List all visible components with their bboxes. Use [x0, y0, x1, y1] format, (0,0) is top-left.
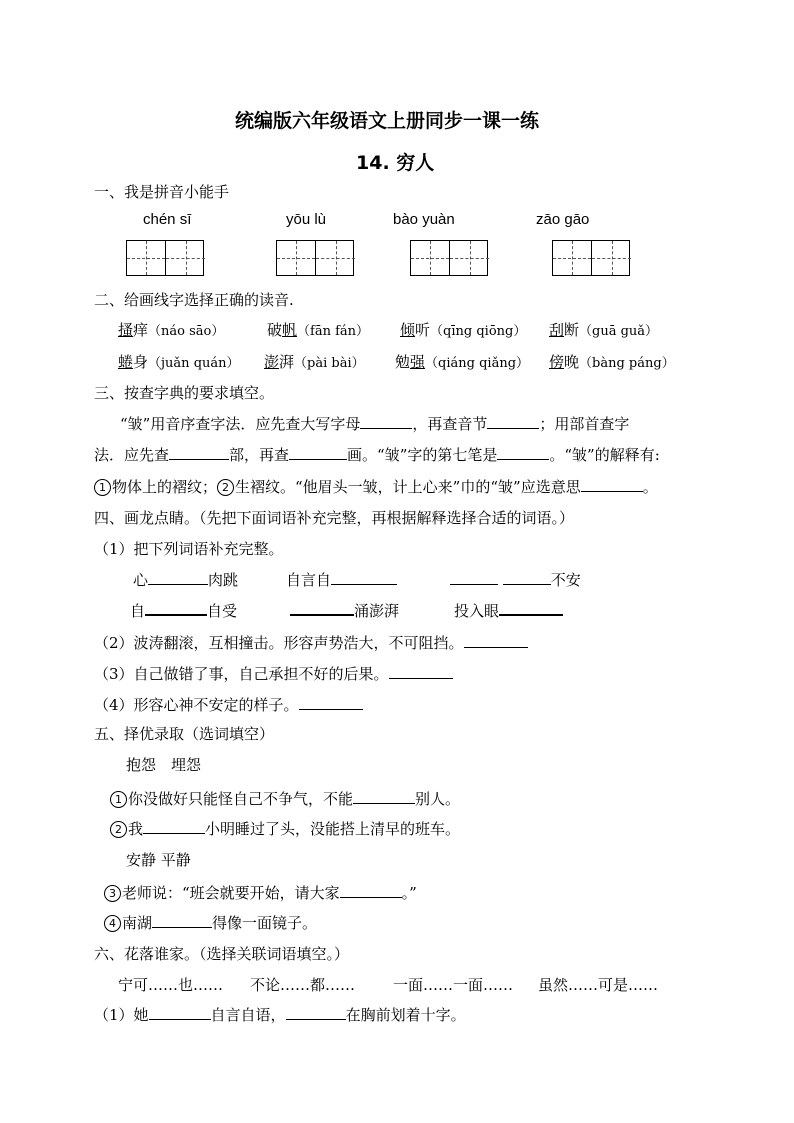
question-4-3: （3）自己做错了事，自己承担不好的后果。 [94, 663, 453, 684]
fill-item: 1 你没做好只能怪自己不争气，不能 别人。 [110, 788, 460, 809]
dictionary-line-3: 1 物体上的褶纹； 2 生褶纹。“他眉头一皱，计上心来”巾的“皱”应选意思 。 [94, 476, 658, 497]
dictionary-line-1: “皱”用音序查字法．应先查大写字母 ，再查音节 ；用部首查字 [120, 415, 630, 433]
answer-blank[interactable] [503, 570, 551, 585]
answer-blank[interactable] [581, 477, 643, 492]
question-4-2: （2）波涛翻滚，互相撞击。形容声势浩大，不可阻挡。 [94, 632, 528, 653]
dictionary-line-2: 法．应先查 部，再查 画。“皱”字的第七笔是 。“皱”的解释有: [94, 446, 660, 464]
worksheet-title: 统编版六年级语文上册同步一课一练 [235, 110, 540, 132]
answer-blank[interactable] [340, 883, 402, 898]
fill-item: 4 南湖 得像一面镜子。 [104, 912, 317, 933]
answer-blank[interactable] [286, 1005, 346, 1020]
tianzige-grid[interactable] [552, 240, 630, 276]
pinyin-label: bào yuàn [393, 211, 455, 228]
circled-number: 1 [94, 479, 111, 496]
reading-item[interactable]: 傍晚（bàng páng） [549, 353, 675, 371]
reading-item[interactable]: 澎湃（pài bài） [264, 353, 365, 371]
answer-blank[interactable] [152, 913, 212, 928]
question-6-1: （1）她 自言自语， 在胸前划着十字。 [94, 1006, 466, 1024]
idiom-item: 投入眼 [454, 600, 563, 621]
section-3-heading: 三、按查字典的要求填空。 [94, 384, 275, 402]
word-choices: 抱怨 埋怨 [126, 756, 202, 774]
tianzige-grid[interactable] [410, 240, 488, 276]
conjunction-option: 一面……一面…… [393, 976, 514, 994]
circled-number: 4 [104, 915, 121, 932]
pinyin-label: yōu lù [286, 211, 327, 228]
section-6-heading: 六、花落谁家。（选择关联词语填空。） [94, 945, 350, 963]
tianzige-grid[interactable] [126, 240, 204, 276]
answer-blank[interactable] [389, 664, 453, 679]
pinyin-label: zāo gāo [536, 211, 590, 228]
answer-blank[interactable] [299, 695, 363, 710]
reading-item[interactable]: 蜷身（juǎn quán） [118, 353, 240, 371]
answer-blank[interactable] [450, 570, 498, 585]
section-1-heading: 一、我是拼音小能手 [94, 183, 230, 201]
answer-blank[interactable] [360, 414, 412, 429]
pinyin-label: chén sī [143, 211, 192, 228]
answer-blank[interactable] [353, 789, 415, 804]
answer-blank[interactable] [143, 819, 205, 834]
idiom-item: 涌澎湃 [290, 600, 399, 621]
reading-item[interactable]: 倾听（qīng qiōng） [400, 321, 527, 339]
fill-item: 2 我 小明睡过了头，没能搭上清早的班车。 [110, 818, 460, 839]
section-4-heading: 四、画龙点睛。（先把下面词语补充完整，再根据解释选择合适的词语。） [94, 509, 575, 527]
lesson-title: 14. 穷人 [356, 152, 435, 174]
idiom-item: 自言自 [286, 569, 397, 590]
circled-number: 1 [110, 791, 127, 808]
answer-blank[interactable] [487, 414, 539, 429]
answer-blank[interactable] [331, 570, 397, 585]
idiom-item: 自 自受 [130, 602, 238, 620]
fill-item: 3 老师说：“班会就要开始，请大家 。” [104, 882, 417, 903]
answer-blank[interactable] [499, 600, 563, 616]
reading-item[interactable]: 破帆（fān fán） [267, 321, 370, 339]
idiom-item: 不安 [450, 569, 581, 590]
section-2-heading: 二、给画线字选择正确的读音. [94, 291, 294, 309]
conjunction-option: 宁可……也…… [118, 976, 224, 994]
circled-number: 2 [110, 821, 127, 838]
tianzige-grid[interactable] [276, 240, 354, 276]
reading-item[interactable]: 刮断（guā guǎ） [549, 321, 659, 339]
answer-blank[interactable] [289, 445, 347, 460]
answer-blank[interactable] [145, 600, 207, 616]
question-4-1: （1）把下列词语补充完整。 [94, 540, 284, 558]
word-choices: 安静 平静 [126, 851, 191, 869]
reading-item[interactable]: 搔痒（náo sāo） [118, 321, 225, 339]
answer-blank[interactable] [464, 633, 528, 648]
idiom-item: 心 肉跳 [133, 571, 239, 589]
conjunction-option: 虽然……可是…… [538, 976, 659, 994]
circled-number: 2 [217, 479, 234, 496]
section-5-heading: 五、择优录取（选词填空） [94, 725, 275, 743]
answer-blank[interactable] [497, 445, 549, 460]
answer-blank[interactable] [290, 600, 354, 616]
answer-blank[interactable] [148, 570, 208, 585]
circled-number: 3 [104, 885, 121, 902]
reading-item[interactable]: 勉强（qiáng qiǎng） [395, 353, 530, 371]
answer-blank[interactable] [169, 445, 229, 460]
answer-blank[interactable] [149, 1005, 211, 1020]
conjunction-option: 不论……都…… [250, 976, 356, 994]
question-4-4: （4）形容心神不安定的样子。 [94, 694, 363, 715]
